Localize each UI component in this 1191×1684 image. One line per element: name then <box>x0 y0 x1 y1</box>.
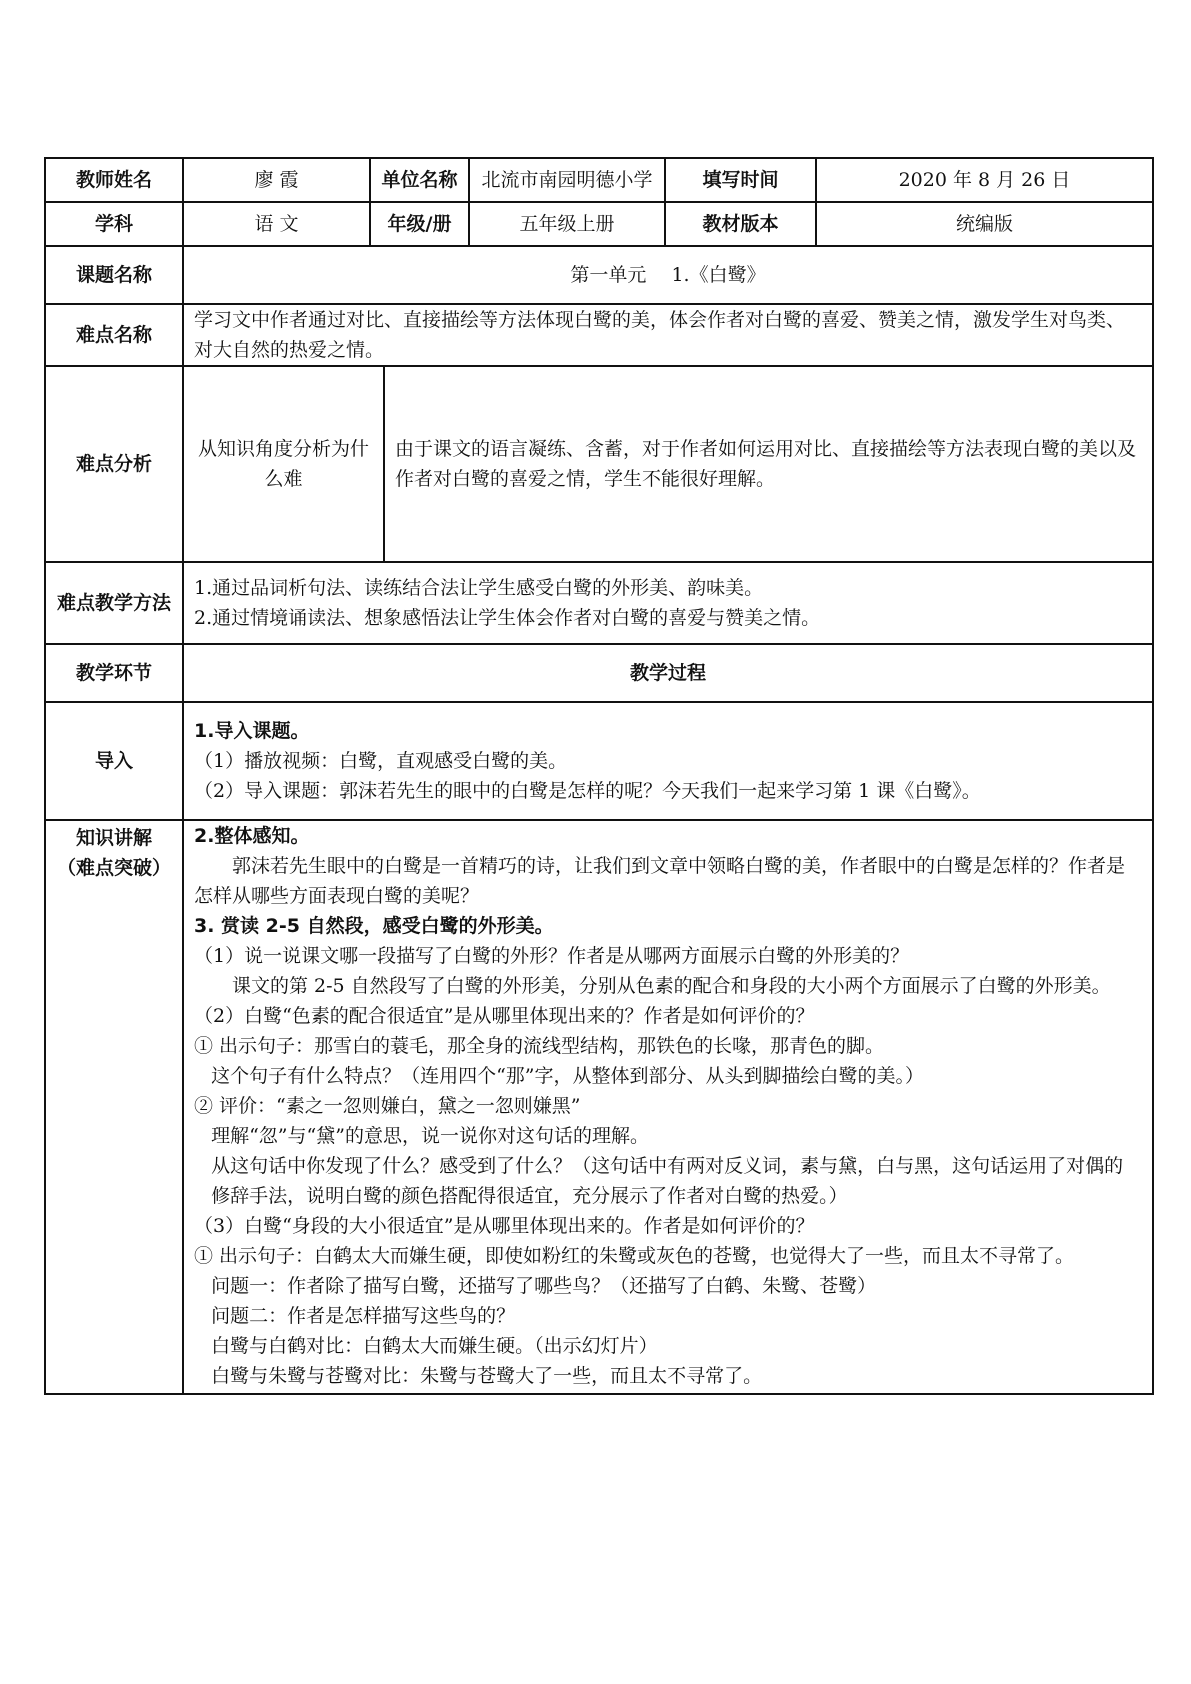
knowledge-compare-2: 白鹭与朱鹭与苍鹭对比：朱鹭与苍鹭大了一些，而且太不寻常了。 <box>211 1365 763 1387</box>
knowledge-label-1: 知识讲解 <box>75 827 152 849</box>
method-row <box>45 562 1153 644</box>
unit-label: 单位名称 <box>370 158 469 202</box>
date-label: 填写时间 <box>665 158 816 202</box>
knowledge-heading-2: 2.整体感知。 <box>194 825 310 847</box>
knowledge-sentence-2-note-a: 理解“忽”与“黛”的意思，说一说你对这句话的理解。 <box>211 1125 649 1147</box>
knowledge-question-3: （3）白鹭“身段的大小很适宜”是从哪里体现出来的。作者是如何评价的？ <box>194 1215 815 1237</box>
analysis-label: 难点分析 <box>45 366 183 562</box>
subject-value: 语 文 <box>183 202 370 246</box>
knowledge-sentence-1-note: 这个句子有什么特点？（连用四个“那”字，从整体到部分、从头到脚描绘白鹭的美。） <box>211 1065 925 1087</box>
date-value: 2020 年 8 月 26 日 <box>816 158 1153 202</box>
difficulty-row <box>45 304 1153 366</box>
intro-row <box>45 702 1153 820</box>
knowledge-compare-1: 白鹭与白鹤对比：白鹤太大而嫌生硬。（出示幻灯片） <box>211 1335 658 1357</box>
process-stage-label: 教学环节 <box>45 644 183 702</box>
knowledge-question-2: （2）白鹭“色素的配合很适宜”是从哪里体现出来的？作者是如何评价的？ <box>194 1005 815 1027</box>
info-row-2 <box>45 202 1153 246</box>
knowledge-row <box>45 820 1153 1394</box>
knowledge-cell <box>183 820 1153 1394</box>
teacher-value: 廖 霞 <box>183 158 370 202</box>
analysis-inner-table <box>184 367 1152 561</box>
knowledge-sentence-2-note-b: 从这句话中你发现了什么？感受到了什么？（这句话中有两对反义词，素与黛，白与黑，这句话运用了对偶的修辞手法，说明白鹭的颜色搭配得很适宜，充分展示了作者对白鹭的热爱。） <box>211 1155 1124 1207</box>
knowledge-answer-1: 课文的第 2-5 自然段写了白鹭的外形美，分别从色素的配合和身段的大小两个方面展示了白鹭的外形美。 <box>232 975 1111 997</box>
intro-cell <box>183 702 1153 820</box>
edition-value: 统编版 <box>816 202 1153 246</box>
process-header-row <box>45 644 1153 702</box>
info-row-1 <box>45 158 1153 202</box>
knowledge-heading-3: 3. 赏读 2-5 自然段，感受白鹭的外形美。 <box>194 915 554 937</box>
difficulty-label: 难点名称 <box>45 304 183 366</box>
intro-line-2: （2）导入课题：郭沫若先生的眼中的白鹭是怎样的呢？今天我们一起来学习第 1 课《白鹭》。 <box>194 780 981 802</box>
topic-value: 第一单元 1.《白鹭》 <box>183 246 1153 304</box>
lesson-plan-table <box>44 157 1154 1395</box>
knowledge-sentence-2: ② 评价：“素之一忽则嫌白，黛之一忽则嫌黑” <box>194 1095 581 1117</box>
knowledge-sentence-3: ① 出示句子：白鹤太大而嫌生硬，即使如粉红的朱鹭或灰色的苍鹭，也觉得大了一些，而且太不寻常了。 <box>194 1245 1075 1267</box>
subject-label: 学科 <box>45 202 183 246</box>
topic-row <box>45 246 1153 304</box>
teacher-label: 教师姓名 <box>45 158 183 202</box>
intro-label: 导入 <box>45 702 183 820</box>
analysis-cell <box>183 366 1153 562</box>
method-cell <box>183 562 1153 644</box>
grade-label: 年级/册 <box>370 202 469 246</box>
method-label: 难点教学方法 <box>45 562 183 644</box>
edition-label: 教材版本 <box>665 202 816 246</box>
knowledge-para-1: 郭沫若先生眼中的白鹭是一首精巧的诗，让我们到文章中领略白鹭的美，作者眼中的白鹭是怎样的？作者是怎样从哪些方面表现白鹭的美呢？ <box>194 855 1126 907</box>
topic-label: 课题名称 <box>45 246 183 304</box>
knowledge-label-2: （难点突破） <box>56 857 171 879</box>
method-line-2: 2.通过情境诵读法、想象感悟法让学生体会作者对白鹭的喜爱与赞美之情。 <box>194 607 821 629</box>
analysis-sub-label: 从知识角度分析为什么难 <box>184 367 384 561</box>
analysis-row <box>45 366 1153 562</box>
intro-line-1: （1）播放视频：白鹭，直观感受白鹭的美。 <box>194 750 568 772</box>
method-line-1: 1.通过品词析句法、读练结合法让学生感受白鹭的外形美、韵味美。 <box>194 577 764 599</box>
grade-value: 五年级上册 <box>469 202 665 246</box>
analysis-value: 由于课文的语言凝练、含蓄，对于作者如何运用对比、直接描绘等方法表现白鹭的美以及作者对白鹭的喜爱之情，学生不能很好理解。 <box>395 438 1137 490</box>
intro-heading: 1.导入课题。 <box>194 720 310 742</box>
knowledge-sentence-3-q2: 问题二：作者是怎样描写这些鸟的？ <box>211 1305 516 1327</box>
knowledge-sentence-1: ① 出示句子：那雪白的蓑毛，那全身的流线型结构，那铁色的长喙，那青色的脚。 <box>194 1035 885 1057</box>
knowledge-sentence-3-q1: 问题一：作者除了描写白鹭，还描写了哪些鸟？（还描写了白鹤、朱鹭、苍鹭） <box>211 1275 877 1297</box>
difficulty-value: 学习文中作者通过对比、直接描绘等方法体现白鹭的美，体会作者对白鹭的喜爱、赞美之情，激发学生对鸟类、对大自然的热爱之情。 <box>183 304 1153 366</box>
unit-value: 北流市南园明德小学 <box>469 158 665 202</box>
knowledge-label-cell <box>45 820 183 1394</box>
knowledge-question-1: （1）说一说课文哪一段描写了白鹭的外形？作者是从哪两方面展示白鹭的外形美的？ <box>194 945 910 967</box>
process-title: 教学过程 <box>183 644 1153 702</box>
